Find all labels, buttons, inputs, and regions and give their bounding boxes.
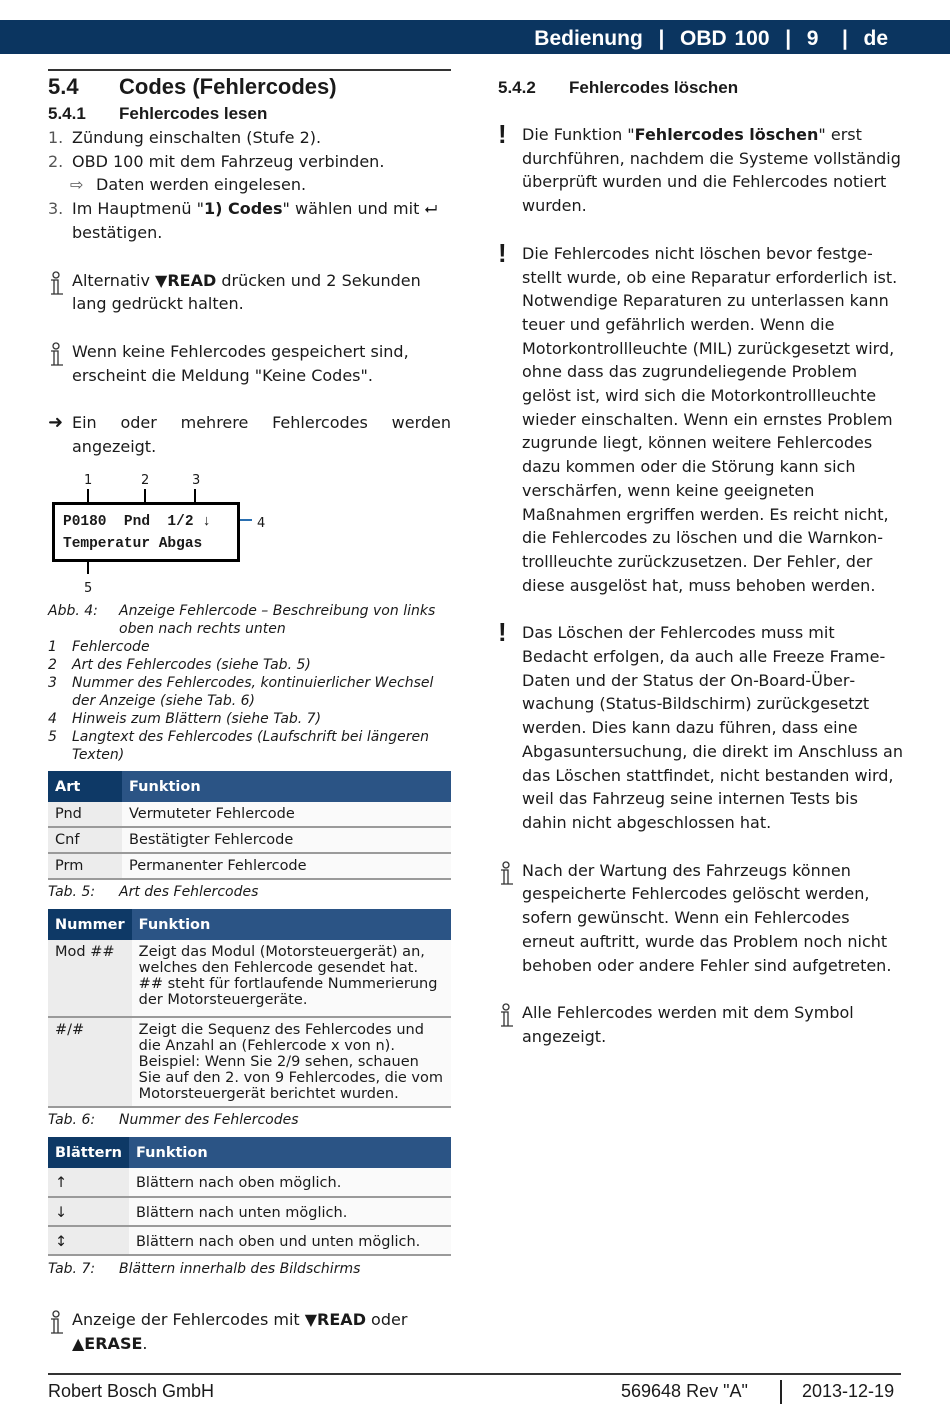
callout-line <box>144 489 146 503</box>
footer-company: Robert Bosch GmbH <box>48 1381 215 1401</box>
footer-divider <box>48 1373 901 1375</box>
step-2: 2. OBD 100 mit dem Fahrzeug verbinden. <box>48 151 385 171</box>
footer-date: 2013-12-19 <box>802 1381 895 1401</box>
callout-3: 3 <box>192 473 201 488</box>
table-caption: Tab. 5: Art des Fehlercodes <box>48 884 259 900</box>
footer-doc-number: 569648 Rev "A" <box>621 1381 748 1401</box>
step-3: 3. Im Hauptmenü "1) Codes" wählen und mit ⮠ bestätigen. <box>48 199 438 242</box>
info-note: Alternativ ▼READ drücken und 2 Sekunden lang gedrückt halten. <box>48 269 451 316</box>
table-row: #/# Zeigt die Sequenz des Fehlercodes und die Anzahl an (Fehlercode x von n). Beispiel: Wenn Sie 2/9 sehen, schauen Sie auf den 2. von 9 Fehlercodes, die vom Motorsteuergerät berichtet wurden. <box>48 1017 451 1107</box>
result-note: ➜ Ein oder mehrere Fehlercodes werden angezeigt. <box>48 412 451 457</box>
figure-caption-block <box>48 602 451 764</box>
arrow-right-icon: ➜ <box>48 412 64 434</box>
table-row: Prm Permanenter Fehlercode <box>48 853 451 879</box>
info-note: Nach der Wartung des Fahrzeugs können gespeicherte Fehlercodes gelöscht werden, sofern gewünscht. Wenn ein Fehlercodes erneut auftritt, wurde das Problem noch nicht behoben oder andere Fehler sind aufgetreten. <box>498 859 903 978</box>
warning-note: ! Die Funktion "Fehlercodes löschen" erst durchführen, nachdem die Systeme vollständig überprüft wurden und die Fehlercodes notiert wurden. <box>498 119 901 216</box>
legend-item: 3 Nummer des Fehlercodes, kontinuierlicher Wechsel der Anzeige (siehe Tab. 6) <box>48 675 434 709</box>
table-art: Art Funktion Pnd Vermuteter Fehlercode Cnf Bestätigter Fehlercode Prm Permanenter Fehlercode <box>48 771 451 880</box>
table-row: ↓ Blättern nach unten möglich. <box>48 1197 451 1226</box>
info-note: Alle Fehlercodes werden mit dem Symbol angezeigt. <box>498 1001 903 1048</box>
warning-icon: ! <box>498 617 507 648</box>
legend-item: 4 Hinweis zum Blättern (siehe Tab. 7) <box>48 711 322 727</box>
callout-5: 5 <box>84 581 93 596</box>
info-icon <box>48 271 64 297</box>
table-caption: Tab. 6: Nummer des Fehlercodes <box>48 1112 299 1128</box>
callout-line <box>240 519 252 521</box>
warning-icon: ! <box>498 237 507 268</box>
subsection-title: 5.4.1 Fehlercodes lesen <box>48 104 268 123</box>
table-row: ↕ Blättern nach oben und unten möglich. <box>48 1226 451 1255</box>
table-row: Pnd Vermuteter Fehlercode <box>48 802 451 827</box>
table-row: ↑ Blättern nach oben möglich. <box>48 1168 451 1197</box>
info-icon <box>498 861 514 887</box>
table-7-block <box>48 1137 451 1278</box>
callout-line <box>194 489 196 503</box>
footer-separator <box>780 1380 782 1404</box>
info-note: Anzeige der Fehlercodes mit ▼READ oder ▲ERASE. <box>48 1308 451 1355</box>
table-5-block <box>48 771 451 901</box>
warning-icon: ! <box>498 119 507 149</box>
step-1: 1. Zündung einschalten (Stufe 2). <box>48 128 322 147</box>
legend-item: 2 Art des Fehlercodes (siehe Tab. 5) <box>48 657 311 673</box>
section-title: 5.4 Codes (Fehlercodes) <box>48 74 337 99</box>
table-6-block <box>48 909 451 1129</box>
callout-line <box>87 489 89 503</box>
step-result: ⇨ Daten werden eingelesen. <box>48 173 451 197</box>
page-header: Bedienung | OBD 100 | 9 | de <box>0 20 950 54</box>
info-icon <box>498 1003 514 1029</box>
info-note: Wenn keine Fehlercodes gespeichert sind, erscheint die Meldung "Keine Codes". <box>48 340 451 387</box>
subsection-title: 5.4.2 Fehlercodes löschen <box>498 78 739 97</box>
left-column <box>48 72 451 459</box>
legend-item: 5 Langtext des Fehlercodes (Laufschrift bei längeren Texten) <box>48 729 429 763</box>
table-nummer: Nummer Funktion Mod ## Zeigt das Modul (Motorsteuergerät) an, welches den Fehlercode gesendet hat. ## steht für fortlaufende Nummerierung der Motorsteuergeräte. #/# Zeigt die Sequenz des Fehlercodes und die Anzahl an (Fehlercode x von n). Beispiel: Wenn Sie 2/9 sehen, schauen Sie auf den 2. von 9 Fehlercodes, die vom Motorsteuergerät berichtet wurden. <box>48 909 451 1108</box>
callout-2: 2 <box>141 473 150 488</box>
table-caption: Tab. 7: Blättern innerhalb des Bildschirms <box>48 1261 361 1277</box>
result-arrow-icon: ⇨ <box>70 175 84 195</box>
table-blaettern: Blättern Funktion ↑ Blättern nach oben möglich. ↓ Blättern nach unten möglich. ↕ Blättern nach oben und unten möglich. <box>48 1137 451 1256</box>
warning-note: ! Die Fehlercodes nicht löschen bevor festgestellt wurde, ob eine Reparatur erforderlich ist. Notwendige Reparaturen zu unterlassen kann teuer und gefährlich werden. Wenn die Motorkontrollleuchte (MIL) zurückgesetzt wird, ohne dass das zugrundeliegende Problem gelöst ist, wird sich die Motorkontrollleuchte wieder einschalten. Wenn ein ernstes Problem zugrunde liegt, können weitere Fehlercodes dazu kommen oder die Störung kann sich verschärfen, wenn keine geeigneten Maßnahmen ergriffen werden. Es reicht nicht, die Fehlercodes zu löschen und die Warnkontrollleuchte zurückzusetzen. Der Fehler, der diese ausgelöst hat, muss behoben werden. <box>498 237 898 595</box>
table-row: Mod ## Zeigt das Modul (Motorsteuergerät) an, welches den Fehlercode gesendet hat. ## steht für fortlaufende Nummerierung der Motorsteuergeräte. <box>48 940 451 1017</box>
warning-note: ! Das Löschen der Fehlercodes muss mit Bedacht erfolgen, da auch alle Freeze Frame-Daten und der Status der On-Board-Überwachung (Status-Bildschirm) zurückgesetzt werden. Dies kann dazu führen, dass eine Abgasuntersuchung, die direkt im Anschluss an das Löschen stattfindet, nicht bestanden wird, weil das Fahrzeug seine internen Tests bis dahin nicht abgeschlossen hat. <box>498 617 903 832</box>
lcd-display: P0180 Pnd 1/2 ↓ Temperatur Abgas <box>52 502 240 562</box>
legend-item: 1 Fehlercode <box>48 639 150 655</box>
info-icon <box>48 342 64 368</box>
callout-line <box>87 562 89 574</box>
callout-4: 4 <box>257 516 266 531</box>
divider <box>48 69 451 71</box>
figure-caption: Abb. 4: Anzeige Fehlercode – Beschreibung von links oben nach rechts unten <box>48 603 436 637</box>
info-icon <box>48 1310 64 1336</box>
callout-1: 1 <box>84 473 93 488</box>
table-row: Cnf Bestätigter Fehlercode <box>48 827 451 853</box>
right-column <box>498 76 903 1049</box>
